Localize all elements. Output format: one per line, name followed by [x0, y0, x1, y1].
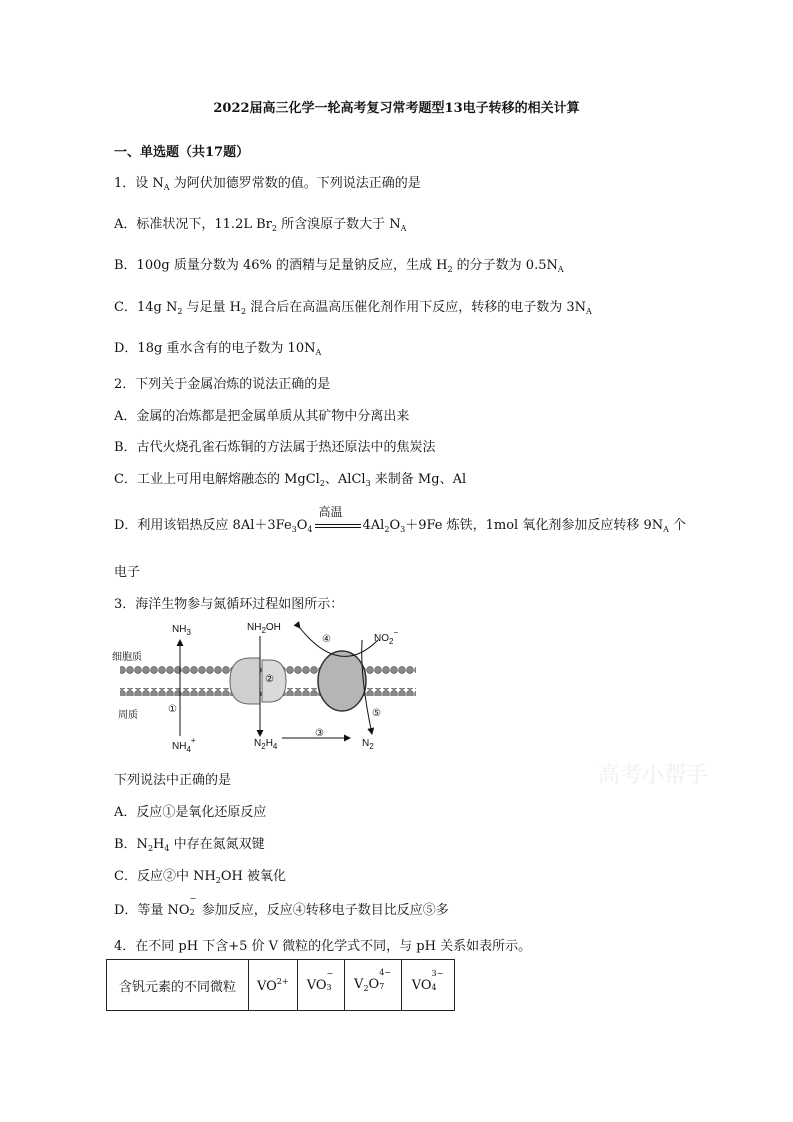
q3-option-c: C．反应②中 $NH_2OH$ 被氧化 — [114, 869, 287, 885]
q3-option-d: D．等量 NO 2 − 参加反应，反应④转移电子数目比反应⑤多 — [114, 894, 449, 918]
q1-stem: 1．设 $N_A$ 为阿伏加德罗常数的值。下列说法正确的是 — [114, 176, 421, 192]
q1-option-b: B．100g 质量分数为 46% 的酒精与足量钠反应，生成 $H_2$ 的分子数为 $0.5N_A$ — [114, 258, 564, 274]
q4-stem: 4．在不同 pH 下含+5 价 V 微粒的化学式不同，与 pH 关系如表所示。 — [114, 939, 532, 954]
q1-option-a: A．标准状况下，11.2L $Br_2$ 所含溴原子数大于 $N_A$ — [114, 217, 407, 233]
q2-option-b: B．古代火烧孔雀石炼铜的方法属于热还原法中的焦炭法 — [114, 440, 436, 455]
table-cell-v2o7: $V_2O$ 7 4− — [344, 960, 401, 1011]
step-4-marker: ④ — [322, 634, 331, 645]
transport-protein-left — [230, 658, 260, 704]
q3-option-a: A．反应①是氧化还原反应 — [114, 805, 267, 820]
q3-ask: 下列说法中正确的是 — [114, 773, 232, 788]
step-5-marker: ⑤ — [372, 708, 381, 719]
table-header-cell: 含钒元素的不同微粒 — [107, 960, 249, 1011]
no2-label: $NO_2^-$ — [374, 628, 399, 646]
nitrogen-cycle-diagram — [110, 618, 440, 758]
q2-option-d: D．利用该铝热反应 $8Al+3Fe_3O_4$ 高温 $4Al_2O_3+9Fe$ 炼铁，1mol 氧化剂参加反应转移 $9N_A$ 个 — [114, 504, 687, 534]
table-cell-vo3: VO 3 − — [297, 960, 344, 1011]
document-title: 2022届高三化学一轮高考复习常考题型13电子转移的相关计算 — [213, 101, 580, 116]
section-heading: 一、单选题（共17题） — [114, 145, 250, 160]
reaction-condition: 高温 — [315, 519, 361, 533]
periplasm-label: 周质 — [118, 710, 138, 721]
q2-option-d-continuation: 电子 — [114, 565, 141, 580]
q3-stem: 3．海洋生物参与氮循环过程如图所示： — [114, 597, 344, 612]
q2-option-a: A．金属的冶炼都是把金属单质从其矿物中分离出来 — [114, 409, 410, 424]
step-2-marker: ② — [265, 674, 274, 685]
nh4-label: $NH_4^+$ — [172, 736, 196, 754]
table-cell-vo2: $VO^{2+}$ — [249, 960, 298, 1011]
vanadium-species-table — [106, 959, 455, 1011]
q2-option-c: C．工业上可用电解熔融态的 MgCl$_2$、AlCl$_3$ 来制备 Mg、Al — [114, 472, 467, 488]
n2h4-label: $N_2H_4$ — [254, 738, 278, 751]
nh3-label: $NH_3$ — [172, 624, 191, 637]
cytoplasm-label: 细胞质 — [112, 652, 142, 663]
q1-option-c: C．14g $N_2$ 与足量 $H_2$ 混合后在高温高压催化剂作用下反应，转移的电子数为 $3N_A$ — [114, 300, 592, 316]
q1-option-d: D．18g 重水含有的电子数为 $10N_A$ — [114, 341, 322, 357]
enzyme-circle — [318, 651, 366, 711]
step-3-marker: ③ — [315, 728, 324, 739]
q2-stem: 2．下列关于金属冶炼的说法正确的是 — [114, 377, 331, 392]
nh2oh-label: $NH_2OH$ — [247, 622, 281, 635]
table-cell-vo4: VO 4 3− — [401, 960, 454, 1011]
n2-label: $N_2$ — [362, 738, 374, 751]
watermark: 高考小帮手 — [598, 763, 709, 788]
step-1-marker: ① — [168, 704, 177, 715]
q3-option-b: B．$N_2H_4$ 中存在氮氮双键 — [114, 837, 265, 853]
